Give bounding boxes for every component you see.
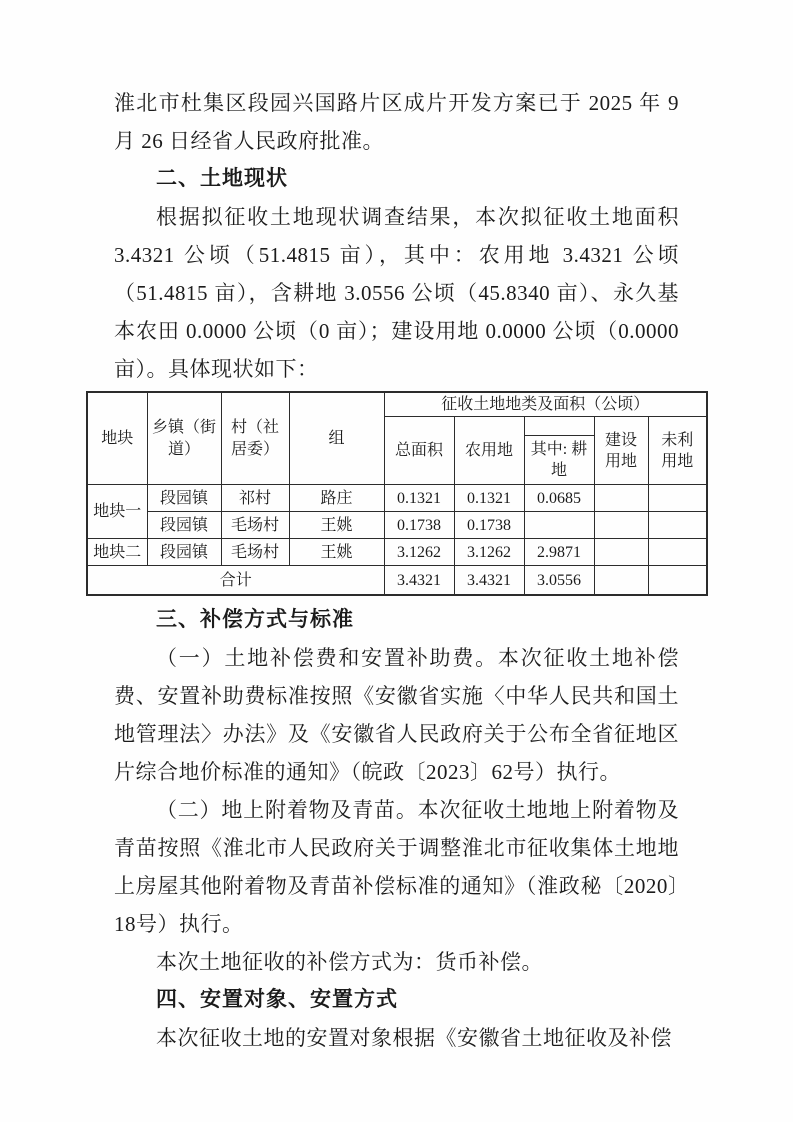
table-cell-cultivated: 0.0685 bbox=[524, 485, 594, 512]
table-cell-village: 毛场村 bbox=[221, 539, 289, 566]
land-status-table bbox=[86, 391, 708, 596]
col-header-cultivated-spacer bbox=[524, 417, 594, 436]
table-cell-group: 王姚 bbox=[289, 539, 384, 566]
resettlement-paragraph: 本次征收土地的安置对象根据《安徽省土地征收及补偿 bbox=[156, 1026, 672, 1051]
table-cell-construction bbox=[594, 566, 648, 596]
table-cell-total: 0.1738 bbox=[384, 512, 454, 539]
table-header-row-1 bbox=[87, 392, 707, 417]
table-cell-cultivated bbox=[524, 512, 594, 539]
table-cell-cultivated: 2.9871 bbox=[524, 539, 594, 566]
table-cell-construction bbox=[594, 485, 648, 512]
table-cell-village: 祁村 bbox=[221, 485, 289, 512]
table-row-total bbox=[87, 566, 707, 596]
table-cell-cultivated: 3.0556 bbox=[524, 566, 594, 596]
section-heading-resettlement: 四、安置对象、安置方式 bbox=[156, 988, 398, 1012]
table-cell-group: 路庄 bbox=[289, 485, 384, 512]
table-cell-agri: 0.1321 bbox=[454, 485, 524, 512]
col-header-village: 村（社居委） bbox=[221, 392, 289, 485]
compensation-method-paragraph: 本次土地征收的补偿方式为：货币补偿。 bbox=[156, 950, 543, 975]
land-status-table-wrap bbox=[86, 391, 706, 596]
table-cell-total: 3.1262 bbox=[384, 539, 454, 566]
table-row-parcel2 bbox=[87, 539, 707, 566]
col-header-group: 组 bbox=[289, 392, 384, 485]
table-cell-unused bbox=[648, 566, 707, 596]
section-heading-land-status: 二、土地现状 bbox=[156, 167, 288, 190]
table-cell-total: 3.4321 bbox=[384, 566, 454, 596]
table-row-parcel1-b bbox=[87, 512, 707, 539]
col-header-construction: 建设用地 bbox=[594, 417, 648, 485]
table-cell-construction bbox=[594, 539, 648, 566]
table-cell-town: 段园镇 bbox=[147, 512, 221, 539]
document-content bbox=[93, 0, 694, 1057]
col-header-area-group: 征收土地地类及面积（公顷） bbox=[384, 392, 707, 417]
table-cell-total: 0.1321 bbox=[384, 485, 454, 512]
table-cell-village: 毛场村 bbox=[221, 512, 289, 539]
intro-paragraph: 淮北市杜集区段园兴国路片区成片开发方案已于 2025 年 9 月 26 日经省人民政府批准。 bbox=[114, 91, 679, 153]
table-cell-total-label: 合计 bbox=[87, 566, 384, 596]
table-cell-unused bbox=[648, 485, 707, 512]
table-row-parcel1-a bbox=[87, 485, 707, 512]
table-cell-town: 段园镇 bbox=[147, 539, 221, 566]
attachments-crops-paragraph: （二）地上附着物及青苗。本次征收土地地上附着物及青苗按照《淮北市人民政府关于调整淮北市征收集体土地地上房屋其他附着物及青苗补偿标准的通知》（淮政秘〔2020〕18号）执行。 bbox=[114, 798, 679, 937]
col-header-agricultural: 农用地 bbox=[454, 417, 524, 485]
land-status-paragraph: 根据拟征收土地现状调查结果，本次拟征收土地面积 3.4321 公顷（51.4815 亩），其中：农用地 3.4321 公顷（51.4815 亩），含耕地 3.0556 公顷（45.8340 亩）、永久基本农田 0.0000 公顷（0 亩）；建设用地 0.0000 公顷（0.0000 亩）。具体现状如下： bbox=[114, 205, 679, 381]
table-cell-group: 王姚 bbox=[289, 512, 384, 539]
table-cell-construction bbox=[594, 512, 648, 539]
table-cell-agri: 3.4321 bbox=[454, 566, 524, 596]
col-header-unused: 未利用地 bbox=[648, 417, 707, 485]
table-cell-unused bbox=[648, 512, 707, 539]
table-cell-parcel: 地块一 bbox=[87, 485, 147, 539]
section-heading-compensation: 三、补偿方式与标准 bbox=[156, 608, 354, 632]
table-cell-town: 段园镇 bbox=[147, 485, 221, 512]
table-cell-parcel: 地块二 bbox=[87, 539, 147, 566]
col-header-cultivated: 其中: 耕地 bbox=[524, 436, 594, 485]
col-header-total-area: 总面积 bbox=[384, 417, 454, 485]
table-cell-agri: 3.1262 bbox=[454, 539, 524, 566]
compensation-fees-paragraph: （一）土地补偿费和安置补助费。本次征收土地补偿费、安置补助费标准按照《安徽省实施〈中华人民共和国土地管理法〉办法》及《安徽省人民政府关于公布全省征地区片综合地价标准的通知》（皖政〔2023〕62号）执行。 bbox=[114, 646, 679, 785]
col-header-town: 乡镇（街道） bbox=[147, 392, 221, 485]
table-cell-agri: 0.1738 bbox=[454, 512, 524, 539]
col-header-parcel: 地块 bbox=[87, 392, 147, 485]
table-cell-unused bbox=[648, 539, 707, 566]
